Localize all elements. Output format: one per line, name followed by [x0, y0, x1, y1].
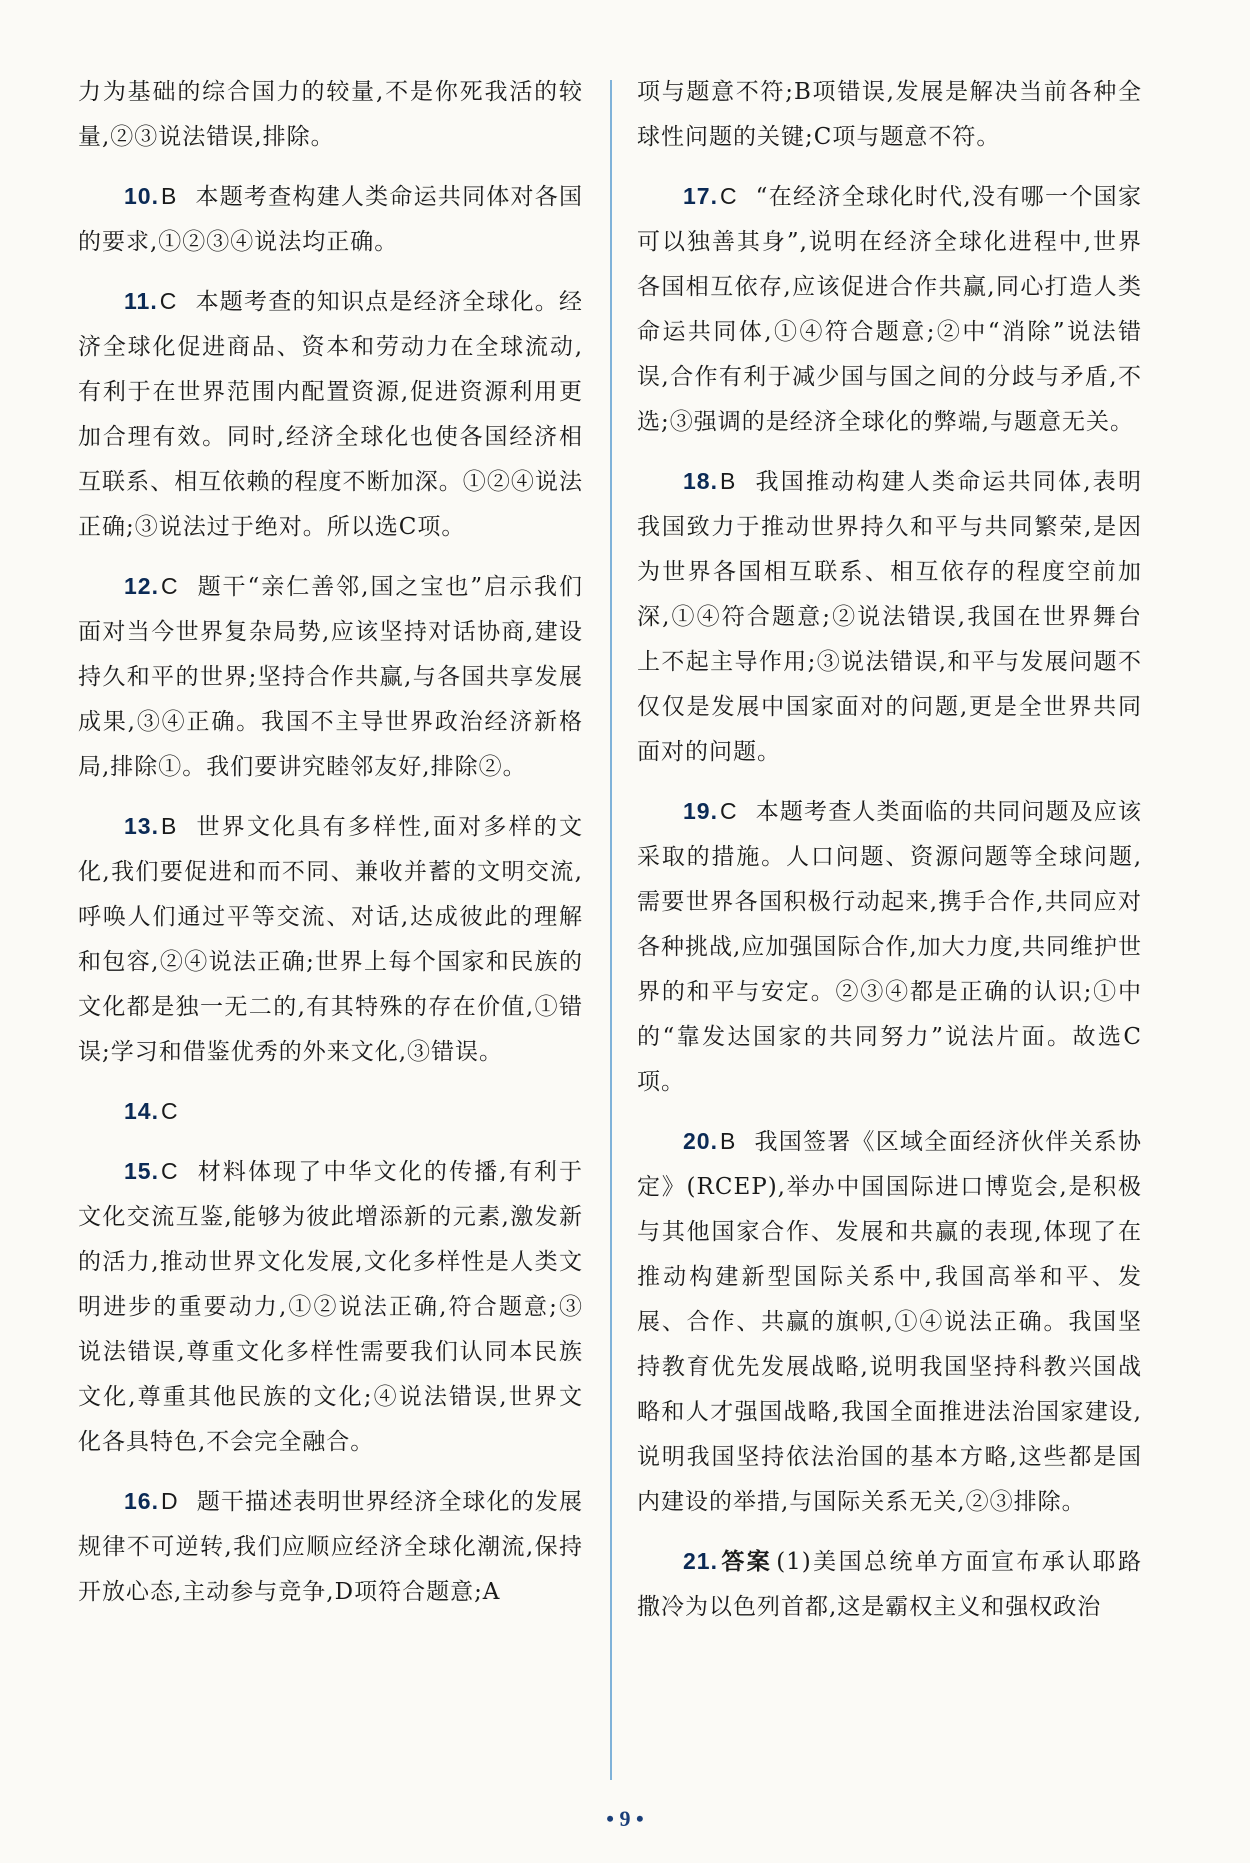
- page-number: • 9 •: [606, 1806, 644, 1831]
- answer-item-14: 14.C: [124, 1098, 179, 1124]
- answer-item-15: 15.C 材料体现了中华文化的传播,有利于文化交流互鉴,能够为彼此增添新的元素,激发新的活力,推动世界文化发展,文化多样性是人类文明进步的重要动力,①②说法正确,符合题意;③说法错误,尊重文化多样性需要我们认同本民族文化,尊重其他民族的文化;④说法错误,世界文化各具特色,不会完全融合。: [78, 1158, 583, 1455]
- answer-item-17: 17.C “在经济全球化时代,没有哪一个国家可以独善其身”,说明在经济全球化进程中,世界各国相互依存,应该促进合作共赢,同心打造人类命运共同体,①④符合题意;②中“消除”说法错误,合作有利于减少国与国之间的分歧与矛盾,不选;③强调的是经济全球化的弊端,与题意无关。: [637, 183, 1142, 435]
- answer-item-12: 12.C 题干“亲仁善邻,国之宝也”启示我们面对当今世界复杂局势,应该坚持对话协商,建设持久和平的世界;坚持合作共赢,与各国共享发展成果,③④正确。我国不主导世界政治经济新格局,排除①。我们要讲究睦邻友好,排除②。: [78, 573, 583, 780]
- column-divider: [610, 80, 612, 1780]
- paragraph-continued: 项与题意不符;B项错误,发展是解决当前各种全球性问题的关键;C项与题意不符。: [637, 79, 1142, 150]
- answer-item-21: 21.答案 (1)美国总统单方面宣布承认耶路撒冷为以色列首都,这是霸权主义和强权政治: [637, 1548, 1143, 1620]
- answer-item-20: 20.B 我国签署《区域全面经济伙伴关系协定》(RCEP),举办中国国际进口博览会,是积极与其他国家合作、发展和共赢的表现,体现了在推动构建新型国际关系中,我国高举和平、发展、合作、共赢的旗帜,①④说法正确。我国坚持教育优先发展战略,说明我国坚持科教兴国战略和人才强国战略,我国全面推进法治国家建设,说明我国坚持依法治国的基本方略,这些都是国内建设的举措,与国际关系无关,②③排除。: [637, 1128, 1142, 1515]
- answer-item-18: 18.B 我国推动构建人类命运共同体,表明我国致力于推动世界持久和平与共同繁荣,是因为世界各国相互联系、相互依存的程度空前加深,①④符合题意;②说法错误,我国在世界舞台上不起主导作用;③说法错误,和平与发展问题不仅仅是发展中国家面对的问题,更是全世界共同面对的问题。: [637, 468, 1142, 765]
- answer-item-10: 10.B 本题考查构建人类命运共同体对各国的要求,①②③④说法均正确。: [78, 183, 583, 255]
- left-column: [78, 70, 583, 1629]
- paragraph-continued: 力为基础的综合国力的较量,不是你死我活的较量,②③说法错误,排除。: [78, 79, 583, 150]
- answer-item-11: 11.C 本题考查的知识点是经济全球化。经济全球化促进商品、资本和劳动力在全球流动,有利于在世界范围内配置资源,促进资源利用更加合理有效。同时,经济全球化也使各国经济相互联系、相互依赖的程度不断加深。①②④说法正确;③说法过于绝对。所以选C项。: [78, 288, 583, 540]
- answer-item-19: 19.C 本题考查人类面临的共同问题及应该采取的措施。人口问题、资源问题等全球问题,需要世界各国积极行动起来,携手合作,共同应对各种挑战,应加强国际合作,加大力度,共同维护世界的和平与安定。②③④都是正确的认识;①中的“靠发达国家的共同努力”说法片面。故选C项。: [637, 798, 1142, 1095]
- answer-item-16: 16.D 题干描述表明世界经济全球化的发展规律不可逆转,我们应顺应经济全球化潮流,保持开放心态,主动参与竞争,D项符合题意;A: [78, 1488, 583, 1605]
- right-column: [637, 70, 1142, 1644]
- answer-item-13: 13.B 世界文化具有多样性,面对多样的文化,我们要促进和而不同、兼收并蓄的文明交流,呼唤人们通过平等交流、对话,达成彼此的理解和包容,②④说法正确;世界上每个国家和民族的文化都是独一无二的,有其特殊的存在价值,①错误;学习和借鉴优秀的外来文化,③错误。: [78, 813, 583, 1065]
